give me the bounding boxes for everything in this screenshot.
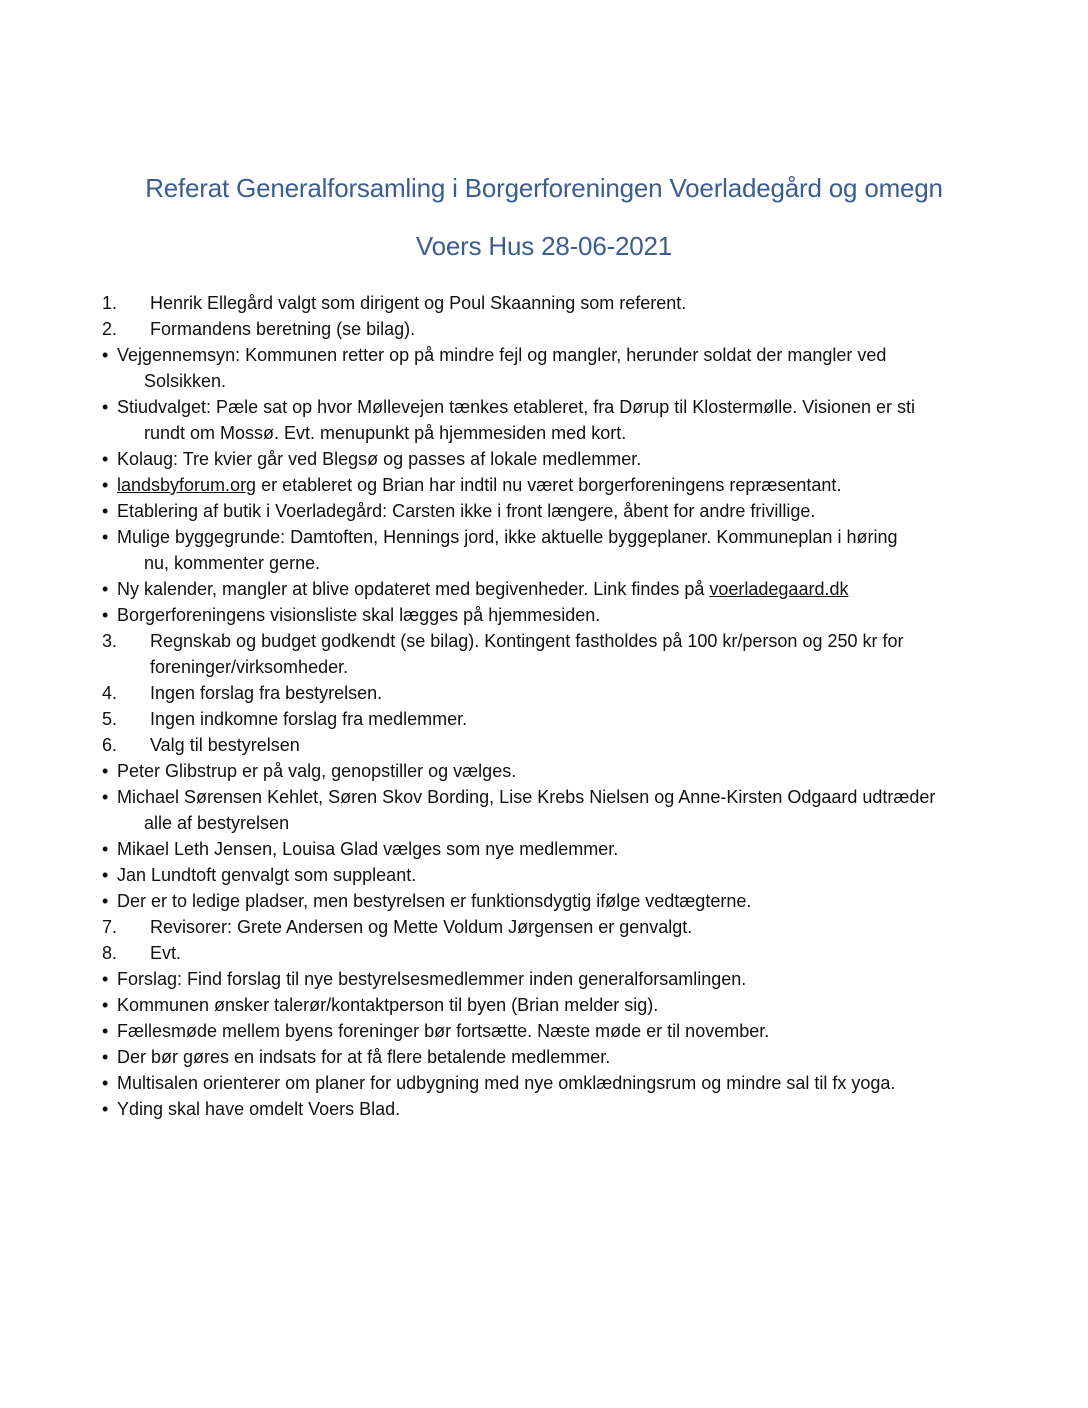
item-text: Ingen indkomne forslag fra medlemmer.: [150, 709, 468, 729]
bullet-marker: •: [102, 475, 109, 495]
numbered-item: [102, 914, 1002, 940]
bullet-marker: •: [102, 1047, 109, 1067]
bullet-item: [102, 446, 1002, 472]
item-text: Vejgennemsyn: Kommunen retter op på mindre fejl og mangler, herunder soldat der mangler ved: [117, 345, 887, 365]
bullet-marker: •: [102, 501, 109, 521]
item-number: 7.: [102, 917, 118, 937]
numbered-item: [102, 316, 1002, 342]
bullet-marker: •: [102, 605, 109, 625]
item-text: Yding skal have omdelt Voers Blad.: [117, 1099, 401, 1119]
item-text: Evt.: [150, 943, 182, 963]
item-text: er etableret og Brian har indtil nu været borgerforeningens repræsentant.: [256, 475, 842, 495]
bullet-marker: •: [102, 1099, 109, 1119]
item-text: Ingen forslag fra bestyrelsen.: [150, 683, 383, 703]
bullet-marker: •: [102, 1021, 109, 1041]
bullet-item: [102, 888, 1002, 914]
numbered-item: [102, 706, 1002, 732]
item-number: 6.: [102, 735, 118, 755]
item-text: Forslag: Find forslag til nye bestyrelsesmedlemmer inden generalforsamlingen.: [117, 969, 747, 989]
bullet-marker: •: [102, 995, 109, 1015]
item-text: Peter Glibstrup er på valg, genopstiller og vælges.: [117, 761, 517, 781]
item-text: Kolaug: Tre kvier går ved Blegsø og passes af lokale medlemmer.: [117, 449, 642, 469]
bullet-marker: •: [102, 345, 109, 365]
bullet-item: [102, 992, 1002, 1018]
link[interactable]: voerladegaard.dk: [709, 579, 849, 599]
item-text: Mulige byggegrunde: Damtoften, Hennings jord, ikke aktuelle byggeplaner. Kommuneplan i høring: [117, 527, 898, 547]
item-text: Formandens beretning (se bilag).: [150, 319, 416, 339]
bullet-marker: •: [102, 1073, 109, 1093]
item-number: 5.: [102, 709, 118, 729]
bullet-item: [102, 1044, 1002, 1070]
item-text-continuation: foreninger/virksomheder.: [150, 657, 349, 677]
bullet-marker: •: [102, 891, 109, 911]
bullet-marker: •: [102, 397, 109, 417]
item-text-continuation: rundt om Mossø. Evt. menupunkt på hjemmesiden med kort.: [144, 423, 627, 443]
bullet-item: [102, 472, 1002, 498]
item-text: Mikael Leth Jensen, Louisa Glad vælges som nye medlemmer.: [117, 839, 619, 859]
bullet-item: [102, 498, 1002, 524]
bullet-item: [102, 576, 1002, 602]
bullet-item: [102, 784, 1002, 836]
bullet-item: [102, 602, 1002, 628]
item-text: Revisorer: Grete Andersen og Mette Voldum Jørgensen er genvalgt.: [150, 917, 693, 937]
bullet-marker: •: [102, 527, 109, 547]
item-text: Jan Lundtoft genvalgt som suppleant.: [117, 865, 417, 885]
bullet-item: [102, 1018, 1002, 1044]
item-text: Etablering af butik i Voerladegård: Carsten ikke i front længere, åbent for andre frivillige.: [117, 501, 816, 521]
item-text: Michael Sørensen Kehlet, Søren Skov Bording, Lise Krebs Nielsen og Anne-Kirsten Odgaard udtræder: [117, 787, 936, 807]
numbered-item: [102, 680, 1002, 706]
item-text: Ny kalender, mangler at blive opdateret med begivenheder. Link findes på: [117, 579, 710, 599]
item-number: 3.: [102, 631, 118, 651]
document-subtitle: Voers Hus 28-06-2021: [415, 231, 673, 261]
bullet-item: [102, 1070, 1002, 1096]
item-text: Henrik Ellegård valgt som dirigent og Poul Skaanning som referent.: [150, 293, 687, 313]
document-title: Referat Generalforsamling i Borgerforeningen Voerladegård og omegn: [145, 173, 943, 203]
minutes-list: [102, 290, 1002, 1122]
bullet-item: [102, 1096, 1002, 1122]
bullet-marker: •: [102, 969, 109, 989]
item-text: Borgerforeningens visionsliste skal lægges på hjemmesiden.: [117, 605, 601, 625]
bullet-item: [102, 758, 1002, 784]
item-text-continuation: alle af bestyrelsen: [144, 813, 290, 833]
item-text: Valg til bestyrelsen: [150, 735, 300, 755]
item-text: Multisalen orienterer om planer for udbygning med nye omklædningsrum og mindre sal til fx yoga.: [117, 1073, 896, 1093]
bullet-item: [102, 862, 1002, 888]
bullet-marker: •: [102, 839, 109, 859]
item-text: Regnskab og budget godkendt (se bilag). Kontingent fastholdes på 100 kr/person og 250 kr for: [150, 631, 904, 651]
item-number: 1.: [102, 293, 118, 313]
bullet-marker: •: [102, 787, 109, 807]
numbered-item: [102, 940, 1002, 966]
numbered-item: [102, 732, 1002, 758]
link[interactable]: landsbyforum.org: [117, 475, 257, 495]
bullet-item: [102, 524, 1002, 576]
bullet-item: [102, 966, 1002, 992]
bullet-item: [102, 836, 1002, 862]
bullet-item: [102, 342, 1002, 394]
item-text: Fællesmøde mellem byens foreninger bør fortsætte. Næste møde er til november.: [117, 1021, 770, 1041]
numbered-item: [102, 290, 1002, 316]
item-number: 8.: [102, 943, 118, 963]
bullet-marker: •: [102, 865, 109, 885]
bullet-marker: •: [102, 761, 109, 781]
item-text: Der er to ledige pladser, men bestyrelsen er funktionsdygtig ifølge vedtægterne.: [117, 891, 752, 911]
item-text-continuation: nu, kommenter gerne.: [144, 553, 321, 573]
item-number: 4.: [102, 683, 118, 703]
item-number: 2.: [102, 319, 118, 339]
bullet-marker: •: [102, 449, 109, 469]
item-text: Kommunen ønsker talerør/kontaktperson til byen (Brian melder sig).: [117, 995, 659, 1015]
item-text: Der bør gøres en indsats for at få flere betalende medlemmer.: [117, 1047, 611, 1067]
bullet-item: [102, 394, 1002, 446]
bullet-marker: •: [102, 579, 109, 599]
item-text-continuation: Solsikken.: [144, 371, 227, 391]
item-text: Stiudvalget: Pæle sat op hvor Møllevejen tænkes etableret, fra Dørup til Klostermølle. Visionen er sti: [117, 397, 916, 417]
numbered-item: [102, 628, 1002, 680]
